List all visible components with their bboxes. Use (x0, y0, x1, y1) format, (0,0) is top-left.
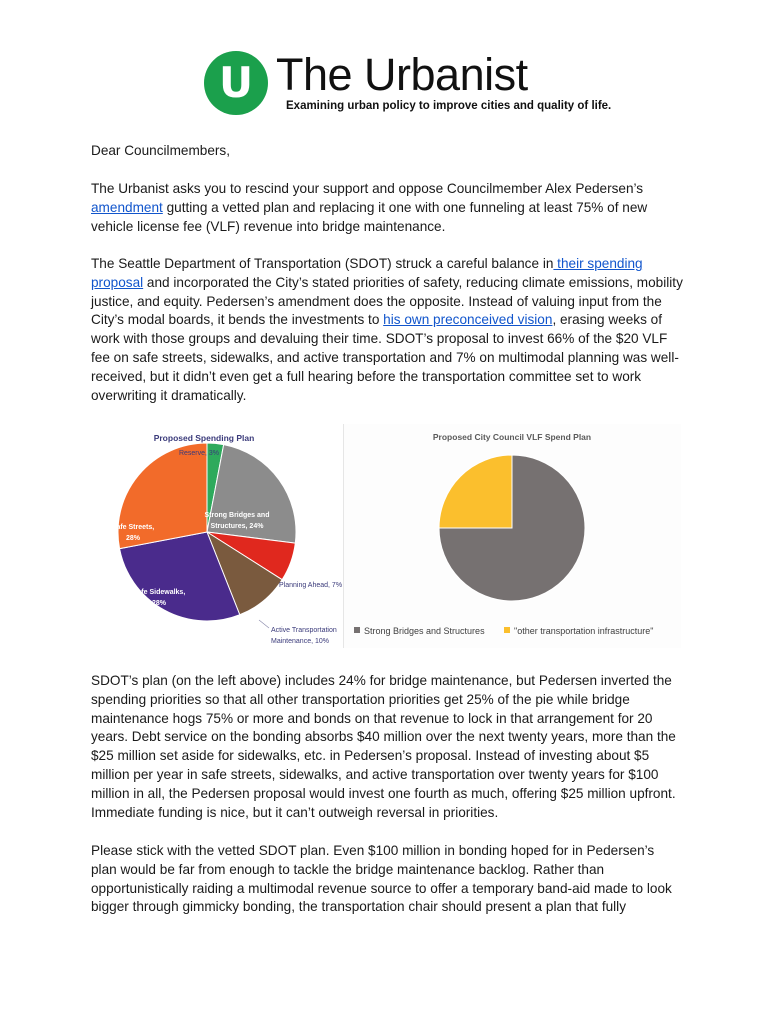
sdot-label-active-transportation-maintenance-1: Maintenance, 10% (271, 638, 329, 645)
council-chart (343, 424, 681, 648)
sdot-label-reserve-0: Reserve, 3% (178, 450, 220, 457)
salutation-text: Dear Councilmembers, (91, 143, 231, 158)
sdot-leader-line (259, 620, 269, 628)
sdot-pie-chart (91, 424, 343, 648)
sdot-chart (91, 424, 343, 648)
p3-text: SDOT’s plan (on the left above) includes 24% for bridge maintenance, but Pedersen inverted the spending priorities so that all other transportation priorities get 25% of the pie while bridge maintenance hogs 75% or more and bonds on that revenue to lock in that arrangement for 20 years. Debt service on the bonding absorbs $40 million over the next twenty years, more than the $25 million set aside for sidewalks, etc. in Pedersen’s proposal. Instead of investing about $5 million per year in safe streets, sidewalks, and active transportation over twenty years for $100 million in all, the Pedersen proposal would invest one fourth as much, offering $25 million upfront. Immediate funding is nice, but it can’t outweigh reversal in priorities. (91, 673, 676, 820)
paragraph-3 (91, 672, 683, 822)
site-tagline: Examining urban policy to improve cities and quality of life. (286, 100, 612, 112)
council-pie-chart (344, 424, 681, 648)
sdot-label-active-transportation-maintenance-0: Active Transportation (271, 627, 337, 634)
paragraph-1 (91, 180, 683, 236)
sdot-label-planning-ahead-0: Planning Ahead, 7% (279, 582, 343, 589)
sdot-label-strong-bridges-and-structures-1: Structures, 24% (210, 523, 264, 530)
spending-proposal-link[interactable]: their spending proposal (91, 256, 643, 290)
legend-label-bridges: Strong Bridges and Structures (364, 626, 485, 636)
sdot-label-safe-sidewalks-1: 28% (151, 600, 167, 607)
amendment-link[interactable]: amendment (91, 199, 163, 215)
p4-text: Please stick with the vetted SDOT plan. Even $100 million in bonding hoped for in Pedersen’s plan would be far from enough to tackle the bridge maintenance backlog. Rather than opportunistically raiding a multimodal revenue source to offer a temporary band-aid made to look bigger through gimmicky bonding, the transportation chair should present a plan that fully (91, 843, 672, 915)
p2-text-a: The Seattle Department of Transportation (SDOT) struck a careful balance in (91, 256, 554, 271)
preconceived-vision-link[interactable]: his own preconceived vision (383, 312, 553, 328)
site-title: The Urbanist (276, 49, 528, 100)
masthead (204, 48, 612, 118)
council-chart-title: Proposed City Council VLF Spend Plan (432, 432, 592, 442)
legend-swatch-bridges (354, 627, 360, 633)
sdot-label-safe-sidewalks-0: Safe Sidewalks, (132, 589, 186, 596)
council-slice-other-transportation-infrastructure (439, 455, 512, 528)
salutation (91, 142, 683, 161)
p1-text-a: The Urbanist asks you to rescind your support and oppose Councilmember Alex Pedersen’s (91, 181, 644, 196)
sdot-chart-title: Proposed Spending Plan (153, 433, 255, 443)
sdot-label-safe-streets-0: Safe Streets, (111, 524, 155, 531)
sdot-label-strong-bridges-and-structures-0: Strong Bridges and (204, 512, 270, 519)
paragraph-2 (91, 255, 683, 405)
p2-text-b: and incorporated the City’s stated priorities of safety, reducing climate emissions, mobility justice, and equity. Pedersen’s amendment does the opposite. Instead of valuing input from the City’s modal boards, it bends the investments to (91, 274, 683, 328)
p1-text-b: gutting a vetted plan and replacing it one with one funneling at least 75% of new vehicle license fee (VLF) revenue into bridge maintenance. (91, 199, 648, 234)
sdot-slice-safe-streets (118, 443, 207, 549)
legend-label-other: "other transportation infrastructure" (514, 626, 654, 636)
p2-text-c: , erasing weeks of work with those groups and devaluing their time. SDOT’s proposal to invest 66% of the $20 VLF fee on safe streets, sidewalks, and active transportation and 7% on multimodal planning was well-received, but it didn’t even get a full hearing before the transportation committee set to work overwriting it dramatically. (91, 312, 679, 403)
charts-figure (91, 424, 680, 648)
urbanist-logo-icon: U (204, 51, 268, 115)
sdot-label-safe-streets-1: 28% (125, 535, 141, 542)
legend-swatch-other (504, 627, 510, 633)
paragraph-4 (91, 842, 683, 917)
